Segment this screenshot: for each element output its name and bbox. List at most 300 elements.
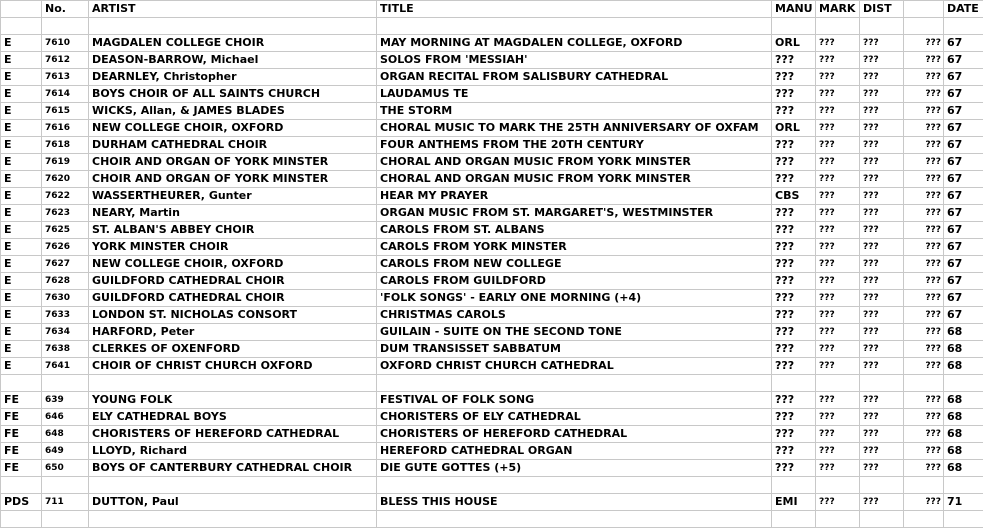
cell-title: FESTIVAL OF FOLK SONG <box>377 392 772 409</box>
cell-no: 7625 <box>42 222 89 239</box>
cell-title: CHORAL MUSIC TO MARK THE 25TH ANNIVERSARY OF OXFAM <box>377 120 772 137</box>
table-row <box>1 239 983 256</box>
table-row <box>1 120 983 137</box>
cell-dist: ??? <box>860 86 904 103</box>
cell-series: E <box>1 256 42 273</box>
cell-no: 7633 <box>42 307 89 324</box>
cell-series <box>1 375 42 392</box>
header-artist: ARTIST <box>89 1 377 18</box>
cell-dist: ??? <box>860 256 904 273</box>
cell-manu: EMI <box>772 494 816 511</box>
cell-date: 68 <box>944 409 983 426</box>
cell-artist: CHOIR AND ORGAN OF YORK MINSTER <box>89 154 377 171</box>
cell-artist: DEARNLEY, Christopher <box>89 69 377 86</box>
cell-no: 7614 <box>42 86 89 103</box>
table-row <box>1 273 983 290</box>
cell-extra <box>904 18 944 35</box>
cell-dist: ??? <box>860 188 904 205</box>
cell-series: E <box>1 307 42 324</box>
cell-mark: ??? <box>816 358 860 375</box>
cell-artist <box>89 477 377 494</box>
cell-no: 7610 <box>42 35 89 52</box>
cell-dist: ??? <box>860 103 904 120</box>
cell-date: 68 <box>944 341 983 358</box>
cell-mark: ??? <box>816 494 860 511</box>
cell-dist: ??? <box>860 426 904 443</box>
cell-mark: ??? <box>816 273 860 290</box>
cell-title: 'FOLK SONGS' - EARLY ONE MORNING (+4) <box>377 290 772 307</box>
header-date: DATE <box>944 1 983 18</box>
cell-manu: ??? <box>772 239 816 256</box>
cell-date: 68 <box>944 324 983 341</box>
cell-artist: CHOIR OF CHRIST CHURCH OXFORD <box>89 358 377 375</box>
cell-artist <box>89 511 377 528</box>
cell-title: CAROLS FROM ST. ALBANS <box>377 222 772 239</box>
cell-dist: ??? <box>860 290 904 307</box>
cell-manu: ??? <box>772 171 816 188</box>
cell-extra: ??? <box>904 426 944 443</box>
header-mark: MARK <box>816 1 860 18</box>
cell-mark: ??? <box>816 341 860 358</box>
cell-dist: ??? <box>860 460 904 477</box>
cell-no: 7612 <box>42 52 89 69</box>
table-row <box>1 171 983 188</box>
cell-title: SOLOS FROM 'MESSIAH' <box>377 52 772 69</box>
cell-mark: ??? <box>816 154 860 171</box>
cell-series: E <box>1 188 42 205</box>
cell-no: 7619 <box>42 154 89 171</box>
cell-no <box>42 477 89 494</box>
table-row <box>1 460 983 477</box>
cell-manu: ??? <box>772 205 816 222</box>
cell-artist: NEW COLLEGE CHOIR, OXFORD <box>89 256 377 273</box>
cell-manu <box>772 477 816 494</box>
cell-artist: YOUNG FOLK <box>89 392 377 409</box>
table-row <box>1 392 983 409</box>
cell-manu: ??? <box>772 52 816 69</box>
cell-artist: DEASON-BARROW, Michael <box>89 52 377 69</box>
table-row-blank <box>1 511 983 528</box>
cell-title: ORGAN RECITAL FROM SALISBURY CATHEDRAL <box>377 69 772 86</box>
cell-mark: ??? <box>816 69 860 86</box>
table-body <box>1 18 983 528</box>
cell-series: FE <box>1 460 42 477</box>
cell-series <box>1 477 42 494</box>
cell-date: 67 <box>944 222 983 239</box>
cell-title: ORGAN MUSIC FROM ST. MARGARET'S, WESTMINSTER <box>377 205 772 222</box>
cell-no: 639 <box>42 392 89 409</box>
cell-no: 7641 <box>42 358 89 375</box>
cell-extra: ??? <box>904 392 944 409</box>
cell-no: 7622 <box>42 188 89 205</box>
cell-manu: ??? <box>772 69 816 86</box>
cell-no: 646 <box>42 409 89 426</box>
cell-manu: ??? <box>772 222 816 239</box>
cell-series: E <box>1 120 42 137</box>
table-row <box>1 409 983 426</box>
header-dist: DIST <box>860 1 904 18</box>
cell-series <box>1 18 42 35</box>
cell-no: 7616 <box>42 120 89 137</box>
cell-dist: ??? <box>860 154 904 171</box>
cell-series: FE <box>1 426 42 443</box>
cell-dist <box>860 18 904 35</box>
header-no: No. <box>42 1 89 18</box>
cell-title <box>377 375 772 392</box>
cell-date: 67 <box>944 256 983 273</box>
cell-dist: ??? <box>860 52 904 69</box>
cell-mark: ??? <box>816 256 860 273</box>
cell-dist: ??? <box>860 35 904 52</box>
table-row <box>1 324 983 341</box>
cell-extra: ??? <box>904 239 944 256</box>
cell-dist: ??? <box>860 341 904 358</box>
cell-title: BLESS THIS HOUSE <box>377 494 772 511</box>
cell-mark: ??? <box>816 188 860 205</box>
cell-no: 648 <box>42 426 89 443</box>
cell-manu: ??? <box>772 341 816 358</box>
cell-no: 7615 <box>42 103 89 120</box>
cell-no: 7627 <box>42 256 89 273</box>
cell-artist: ST. ALBAN'S ABBEY CHOIR <box>89 222 377 239</box>
table-row <box>1 35 983 52</box>
cell-extra: ??? <box>904 86 944 103</box>
cell-mark: ??? <box>816 103 860 120</box>
cell-artist: CLERKES OF OXENFORD <box>89 341 377 358</box>
table-row <box>1 69 983 86</box>
cell-title <box>377 18 772 35</box>
cell-artist <box>89 18 377 35</box>
cell-series: E <box>1 86 42 103</box>
table-row <box>1 341 983 358</box>
cell-date: 67 <box>944 273 983 290</box>
cell-extra: ??? <box>904 273 944 290</box>
cell-title: OXFORD CHRIST CHURCH CATHEDRAL <box>377 358 772 375</box>
cell-mark: ??? <box>816 426 860 443</box>
cell-date: 67 <box>944 307 983 324</box>
cell-extra: ??? <box>904 69 944 86</box>
table-row <box>1 52 983 69</box>
cell-manu <box>772 18 816 35</box>
cell-mark: ??? <box>816 392 860 409</box>
cell-extra: ??? <box>904 137 944 154</box>
cell-extra: ??? <box>904 35 944 52</box>
cell-mark: ??? <box>816 409 860 426</box>
cell-dist: ??? <box>860 171 904 188</box>
table-row <box>1 205 983 222</box>
cell-date <box>944 375 983 392</box>
cell-no: 7626 <box>42 239 89 256</box>
cell-date: 71 <box>944 494 983 511</box>
cell-mark <box>816 511 860 528</box>
cell-artist: LLOYD, Richard <box>89 443 377 460</box>
cell-title: CHORAL AND ORGAN MUSIC FROM YORK MINSTER <box>377 171 772 188</box>
cell-artist: BOYS CHOIR OF ALL SAINTS CHURCH <box>89 86 377 103</box>
cell-no: 711 <box>42 494 89 511</box>
cell-manu: ??? <box>772 443 816 460</box>
cell-title: LAUDAMUS TE <box>377 86 772 103</box>
table-row <box>1 103 983 120</box>
cell-extra: ??? <box>904 188 944 205</box>
cell-mark: ??? <box>816 35 860 52</box>
cell-artist: WASSERTHEURER, Gunter <box>89 188 377 205</box>
table-row <box>1 494 983 511</box>
cell-series: E <box>1 222 42 239</box>
cell-manu <box>772 375 816 392</box>
table-row <box>1 358 983 375</box>
cell-no: 650 <box>42 460 89 477</box>
cell-mark: ??? <box>816 443 860 460</box>
table-row <box>1 222 983 239</box>
cell-extra: ??? <box>904 52 944 69</box>
cell-date: 67 <box>944 137 983 154</box>
cell-date: 67 <box>944 52 983 69</box>
cell-mark: ??? <box>816 137 860 154</box>
cell-series: E <box>1 239 42 256</box>
cell-mark: ??? <box>816 205 860 222</box>
cell-dist: ??? <box>860 273 904 290</box>
cell-mark: ??? <box>816 307 860 324</box>
table-row-blank <box>1 477 983 494</box>
cell-extra: ??? <box>904 290 944 307</box>
cell-no: 7634 <box>42 324 89 341</box>
cell-dist: ??? <box>860 222 904 239</box>
cell-mark <box>816 375 860 392</box>
cell-manu: ??? <box>772 103 816 120</box>
table-row <box>1 307 983 324</box>
cell-artist: DUTTON, Paul <box>89 494 377 511</box>
table-row <box>1 443 983 460</box>
cell-manu: ??? <box>772 86 816 103</box>
cell-title: MAY MORNING AT MAGDALEN COLLEGE, OXFORD <box>377 35 772 52</box>
cell-no <box>42 375 89 392</box>
cell-dist: ??? <box>860 358 904 375</box>
cell-dist: ??? <box>860 137 904 154</box>
cell-dist: ??? <box>860 205 904 222</box>
cell-mark: ??? <box>816 222 860 239</box>
cell-series: FE <box>1 392 42 409</box>
cell-no: 7623 <box>42 205 89 222</box>
table-row <box>1 188 983 205</box>
table-row <box>1 290 983 307</box>
cell-artist: HARFORD, Peter <box>89 324 377 341</box>
cell-title: DUM TRANSISSET SABBATUM <box>377 341 772 358</box>
cell-extra: ??? <box>904 222 944 239</box>
cell-artist: NEW COLLEGE CHOIR, OXFORD <box>89 120 377 137</box>
cell-no: 7618 <box>42 137 89 154</box>
cell-date: 67 <box>944 188 983 205</box>
cell-manu: ??? <box>772 426 816 443</box>
cell-artist: CHOIR AND ORGAN OF YORK MINSTER <box>89 171 377 188</box>
cell-series: PDS <box>1 494 42 511</box>
cell-mark <box>816 477 860 494</box>
cell-series: E <box>1 137 42 154</box>
table-row-blank <box>1 18 983 35</box>
cell-extra: ??? <box>904 341 944 358</box>
cell-manu: ??? <box>772 392 816 409</box>
cell-mark: ??? <box>816 324 860 341</box>
table-row-blank <box>1 375 983 392</box>
cell-no: 7638 <box>42 341 89 358</box>
cell-title: CAROLS FROM YORK MINSTER <box>377 239 772 256</box>
cell-dist <box>860 477 904 494</box>
cell-title: CHRISTMAS CAROLS <box>377 307 772 324</box>
cell-extra: ??? <box>904 494 944 511</box>
cell-extra: ??? <box>904 120 944 137</box>
cell-date <box>944 477 983 494</box>
cell-date: 68 <box>944 358 983 375</box>
cell-mark: ??? <box>816 171 860 188</box>
cell-manu: ??? <box>772 324 816 341</box>
cell-extra: ??? <box>904 324 944 341</box>
cell-no: 649 <box>42 443 89 460</box>
cell-title <box>377 511 772 528</box>
cell-artist: DURHAM CATHEDRAL CHOIR <box>89 137 377 154</box>
cell-artist <box>89 375 377 392</box>
cell-manu: ??? <box>772 307 816 324</box>
cell-extra <box>904 375 944 392</box>
cell-manu: ??? <box>772 273 816 290</box>
cell-dist: ??? <box>860 69 904 86</box>
cell-dist: ??? <box>860 392 904 409</box>
cell-date: 67 <box>944 171 983 188</box>
cell-date: 67 <box>944 86 983 103</box>
cell-date: 68 <box>944 392 983 409</box>
cell-mark: ??? <box>816 52 860 69</box>
cell-series: E <box>1 324 42 341</box>
cell-no: 7620 <box>42 171 89 188</box>
cell-manu: ORL <box>772 120 816 137</box>
cell-series: E <box>1 205 42 222</box>
cell-series: E <box>1 273 42 290</box>
cell-title <box>377 477 772 494</box>
header-series <box>1 1 42 18</box>
cell-no <box>42 511 89 528</box>
cell-mark: ??? <box>816 120 860 137</box>
cell-series: E <box>1 171 42 188</box>
cell-manu: ??? <box>772 358 816 375</box>
cell-dist: ??? <box>860 120 904 137</box>
cell-extra <box>904 511 944 528</box>
cell-extra: ??? <box>904 205 944 222</box>
cell-mark: ??? <box>816 290 860 307</box>
header-title: TITLE <box>377 1 772 18</box>
cell-date: 67 <box>944 205 983 222</box>
cell-title: HEREFORD CATHEDRAL ORGAN <box>377 443 772 460</box>
cell-date: 67 <box>944 35 983 52</box>
cell-extra: ??? <box>904 307 944 324</box>
cell-series: FE <box>1 443 42 460</box>
cell-series: E <box>1 154 42 171</box>
cell-manu: ??? <box>772 290 816 307</box>
cell-dist: ??? <box>860 409 904 426</box>
cell-series: E <box>1 103 42 120</box>
cell-title: CHORISTERS OF HEREFORD CATHEDRAL <box>377 426 772 443</box>
cell-date: 67 <box>944 103 983 120</box>
cell-manu: ??? <box>772 460 816 477</box>
table-row <box>1 154 983 171</box>
cell-date: 67 <box>944 239 983 256</box>
cell-artist: ELY CATHEDRAL BOYS <box>89 409 377 426</box>
table-row <box>1 256 983 273</box>
table-row <box>1 86 983 103</box>
cell-artist: WICKS, Allan, & JAMES BLADES <box>89 103 377 120</box>
header-row <box>1 1 983 18</box>
cell-extra <box>904 477 944 494</box>
cell-title: CAROLS FROM NEW COLLEGE <box>377 256 772 273</box>
cell-title: CHORISTERS OF ELY CATHEDRAL <box>377 409 772 426</box>
cell-manu: ORL <box>772 35 816 52</box>
cell-artist: BOYS OF CANTERBURY CATHEDRAL CHOIR <box>89 460 377 477</box>
cell-mark <box>816 18 860 35</box>
cell-no: 7630 <box>42 290 89 307</box>
cell-title: CAROLS FROM GUILDFORD <box>377 273 772 290</box>
header-manu: MANU <box>772 1 816 18</box>
cell-date <box>944 511 983 528</box>
cell-date: 67 <box>944 154 983 171</box>
cell-date: 68 <box>944 443 983 460</box>
cell-extra: ??? <box>904 358 944 375</box>
cell-mark: ??? <box>816 239 860 256</box>
cell-title: FOUR ANTHEMS FROM THE 20TH CENTURY <box>377 137 772 154</box>
cell-title: THE STORM <box>377 103 772 120</box>
cell-series: E <box>1 35 42 52</box>
cell-title: GUILAIN - SUITE ON THE SECOND TONE <box>377 324 772 341</box>
cell-manu: ??? <box>772 409 816 426</box>
cell-series: E <box>1 358 42 375</box>
cell-series: E <box>1 290 42 307</box>
cell-series: E <box>1 52 42 69</box>
table-row <box>1 426 983 443</box>
cell-date: 68 <box>944 426 983 443</box>
cell-series <box>1 511 42 528</box>
cell-artist: YORK MINSTER CHOIR <box>89 239 377 256</box>
cell-manu <box>772 511 816 528</box>
cell-dist <box>860 511 904 528</box>
cell-no: 7613 <box>42 69 89 86</box>
cell-dist: ??? <box>860 307 904 324</box>
cell-date: 67 <box>944 69 983 86</box>
cell-title: DIE GUTE GOTTES (+5) <box>377 460 772 477</box>
cell-manu: ??? <box>772 137 816 154</box>
cell-series: E <box>1 341 42 358</box>
cell-dist: ??? <box>860 324 904 341</box>
cell-artist: CHORISTERS OF HEREFORD CATHEDRAL <box>89 426 377 443</box>
cell-mark: ??? <box>816 460 860 477</box>
cell-extra: ??? <box>904 171 944 188</box>
cell-dist: ??? <box>860 239 904 256</box>
cell-series: E <box>1 69 42 86</box>
cell-extra: ??? <box>904 154 944 171</box>
cell-manu: ??? <box>772 154 816 171</box>
cell-title: CHORAL AND ORGAN MUSIC FROM YORK MINSTER <box>377 154 772 171</box>
cell-extra: ??? <box>904 460 944 477</box>
cell-extra: ??? <box>904 409 944 426</box>
cell-artist: GUILDFORD CATHEDRAL CHOIR <box>89 290 377 307</box>
table-row <box>1 137 983 154</box>
cell-date: 67 <box>944 120 983 137</box>
cell-dist: ??? <box>860 443 904 460</box>
cell-dist: ??? <box>860 494 904 511</box>
cell-artist: LONDON ST. NICHOLAS CONSORT <box>89 307 377 324</box>
cell-manu: CBS <box>772 188 816 205</box>
cell-series: FE <box>1 409 42 426</box>
cell-no: 7628 <box>42 273 89 290</box>
cell-extra: ??? <box>904 256 944 273</box>
cell-no <box>42 18 89 35</box>
cell-dist <box>860 375 904 392</box>
header-extra <box>904 1 944 18</box>
